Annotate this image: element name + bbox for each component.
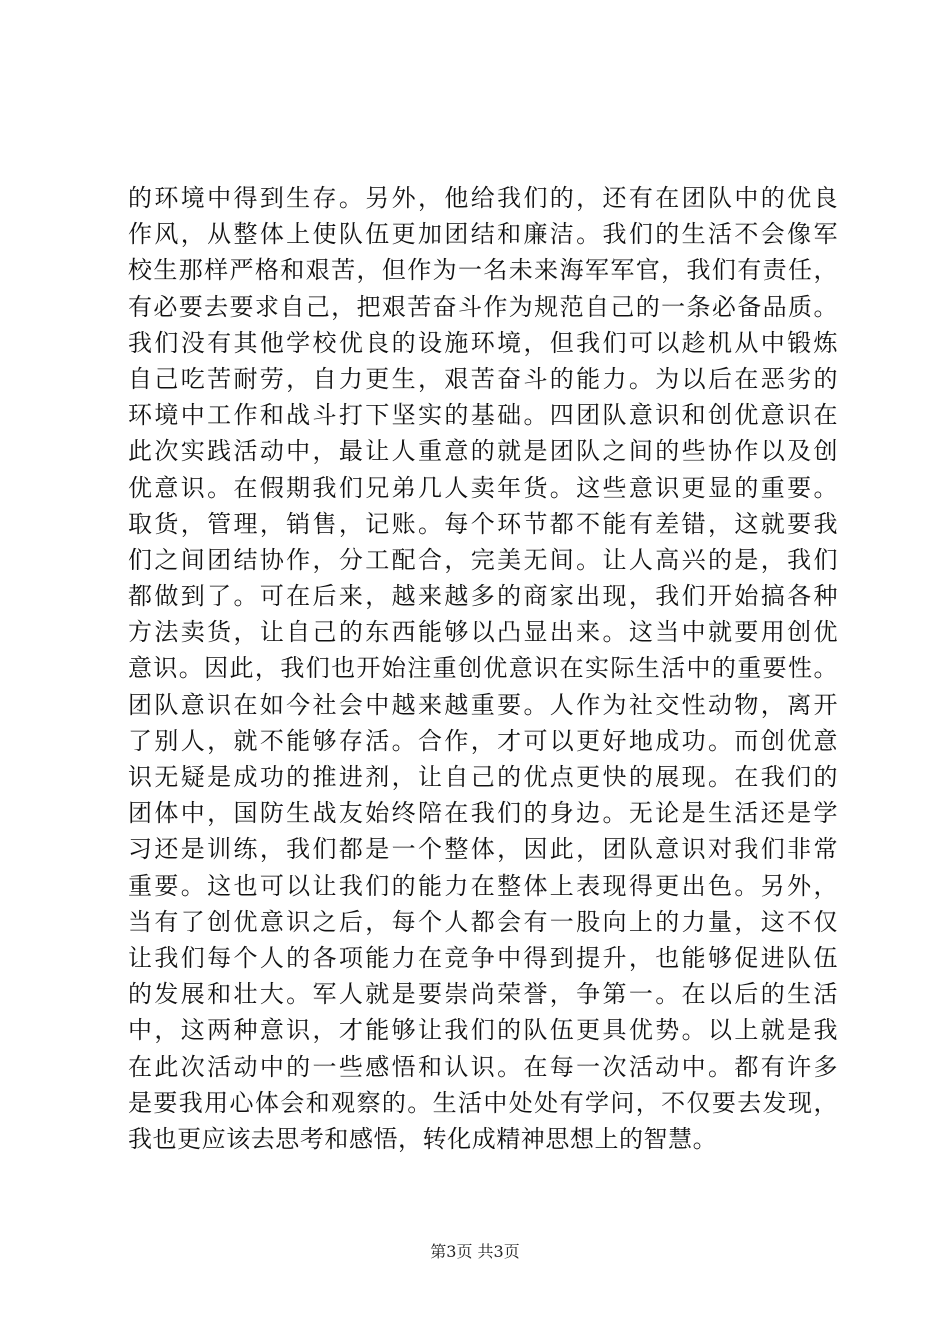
text-line: 习还是训练，我们都是一个整体，因此，团队意识对我们非常 (128, 835, 838, 864)
text-line: 有必要去要求自己，把艰苦奋斗作为规范自己的一条必备品质。 (128, 292, 838, 321)
text-line: 是要我用心体会和观察的。生活中处处有学问，不仅要去发现， (128, 1088, 838, 1117)
text-line: 的发展和壮大。军人就是要崇尚荣誉，争第一。在以后的生活 (128, 980, 838, 1009)
text-line: 在此次活动中的一些感悟和认识。在每一次活动中。都有许多 (128, 1052, 838, 1081)
text-line: 让我们每个人的各项能力在竞争中得到提升，也能够促进队伍 (128, 943, 838, 972)
text-line: 意识。因此，我们也开始注重创优意识在实际生活中的重要性。 (128, 654, 838, 683)
page-number-footer: 第3页 共3页 (430, 1242, 520, 1261)
text-line: 环境中工作和战斗打下坚实的基础。四团队意识和创优意识在 (128, 401, 838, 430)
text-line: 我也更应该去思考和感悟，转化成精神思想上的智慧。 (128, 1124, 718, 1153)
text-line: 校生那样严格和艰苦，但作为一名未来海军军官，我们有责任， (128, 256, 838, 285)
text-line: 中，这两种意识，才能够让我们的队伍更具优势。以上就是我 (128, 1016, 838, 1045)
text-line: 优意识。在假期我们兄弟几人卖年货。这些意识更显的重要。 (128, 473, 838, 502)
body-text (128, 180, 838, 1157)
text-line: 团队意识在如今社会中越来越重要。人作为社交性动物，离开 (128, 690, 838, 719)
text-line: 此次实践活动中，最让人重意的就是团队之间的些协作以及创 (128, 437, 838, 466)
text-line: 作风，从整体上使队伍更加团结和廉洁。我们的生活不会像军 (128, 220, 838, 249)
text-line: 团体中，国防生战友始终陪在我们的身边。无论是生活还是学 (128, 799, 838, 828)
text-line: 取货，管理，销售，记账。每个环节都不能有差错，这就要我 (128, 509, 838, 538)
text-line: 我们没有其他学校优良的设施环境，但我们可以趁机从中锻炼 (128, 328, 838, 357)
text-line: 都做到了。可在后来，越来越多的商家出现，我们开始搞各种 (128, 582, 838, 611)
text-line: 重要。这也可以让我们的能力在整体上表现得更出色。另外， (128, 871, 838, 900)
text-line: 了别人，就不能够存活。合作，才可以更好地成功。而创优意 (128, 726, 838, 755)
text-line: 当有了创优意识之后，每个人都会有一股向上的力量，这不仅 (128, 907, 838, 936)
text-line: 识无疑是成功的推进剂，让自己的优点更快的展现。在我们的 (128, 763, 838, 791)
text-line: 们之间团结协作，分工配合，完美无间。让人高兴的是，我们 (128, 545, 838, 574)
text-line: 自己吃苦耐劳，自力更生，艰苦奋斗的能力。为以后在恶劣的 (128, 364, 838, 393)
text-line: 方法卖货，让自己的东西能够以凸显出来。这当中就要用创优 (128, 618, 838, 647)
text-line: 的环境中得到生存。另外，他给我们的，还有在团队中的优良 (128, 184, 838, 212)
